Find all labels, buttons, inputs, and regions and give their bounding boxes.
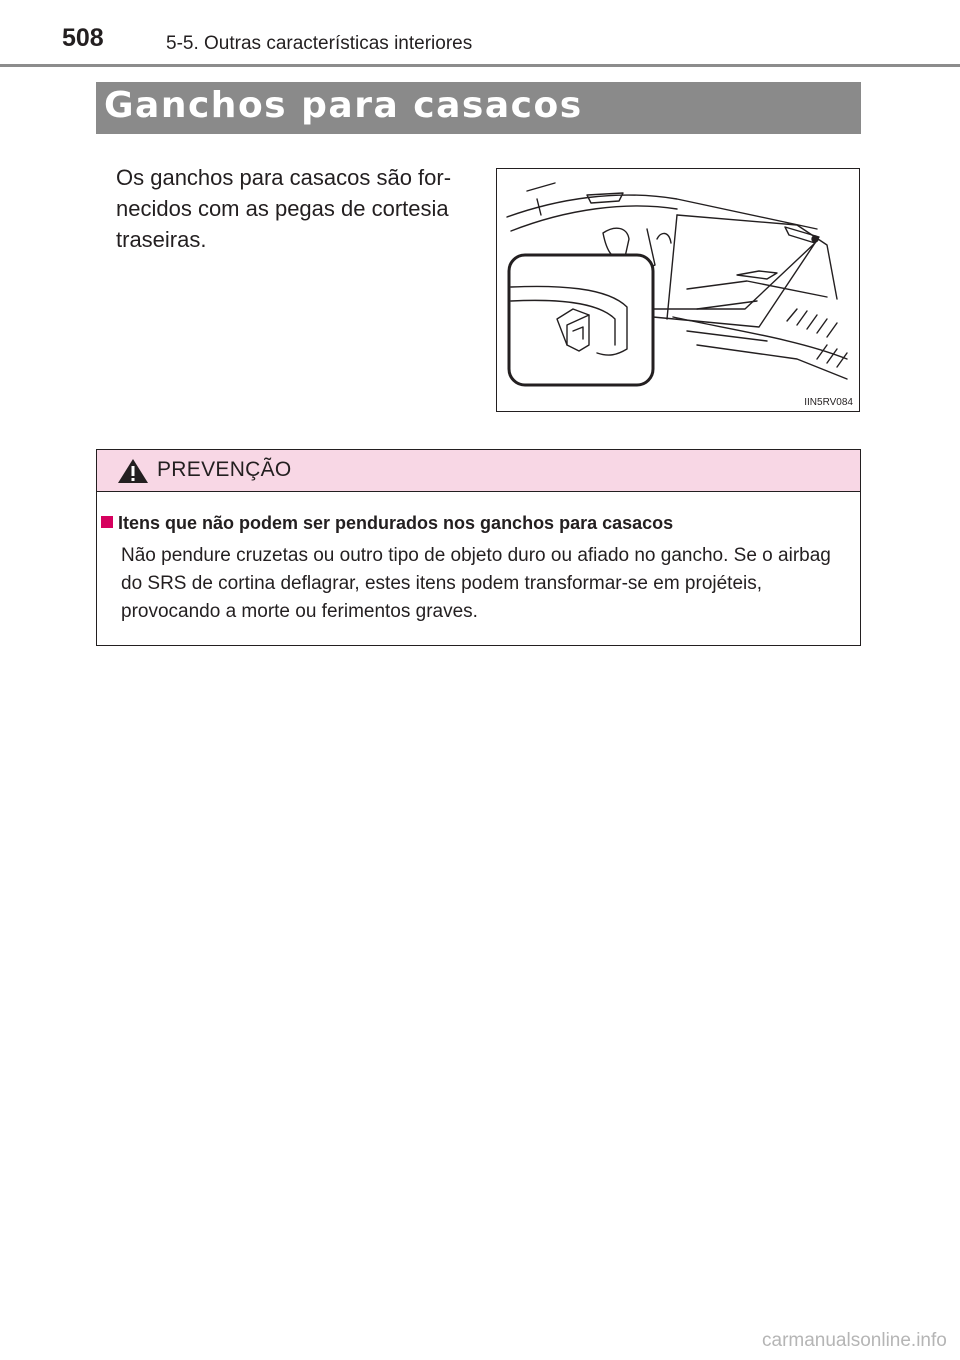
watermark: carmanualsonline.info xyxy=(762,1330,947,1351)
warning-triangle-icon xyxy=(116,457,150,485)
coat-hook-illustration xyxy=(496,168,860,412)
warning-box xyxy=(96,449,861,646)
section-title: Ganchos para casacos xyxy=(104,85,583,126)
header-rule xyxy=(0,64,960,67)
warning-heading-text: Itens que não podem ser pendurados nos ganchos para casacos xyxy=(118,513,674,533)
section-title-bar xyxy=(96,82,861,134)
warning-title: PREVENÇÃO xyxy=(157,458,292,481)
square-bullet-icon xyxy=(101,516,113,528)
intro-paragraph: Os ganchos para casacos são for-necidos com as pegas de cortesia traseiras. xyxy=(116,165,452,252)
figure-code: IIN5RV084 xyxy=(804,397,853,408)
warning-heading xyxy=(101,513,673,534)
warning-text: Não pendure cruzetas ou outro tipo de objeto duro ou afiado no gancho. Se o airbag do SRS de cortina deflagrar, estes itens podem transformar-se em projéteis, provocando a morte ou ferimentos graves. xyxy=(121,545,831,622)
page-number: 508 xyxy=(62,24,104,52)
warning-header xyxy=(97,450,860,492)
chapter-title: 5-5. Outras características interiores xyxy=(166,33,473,54)
